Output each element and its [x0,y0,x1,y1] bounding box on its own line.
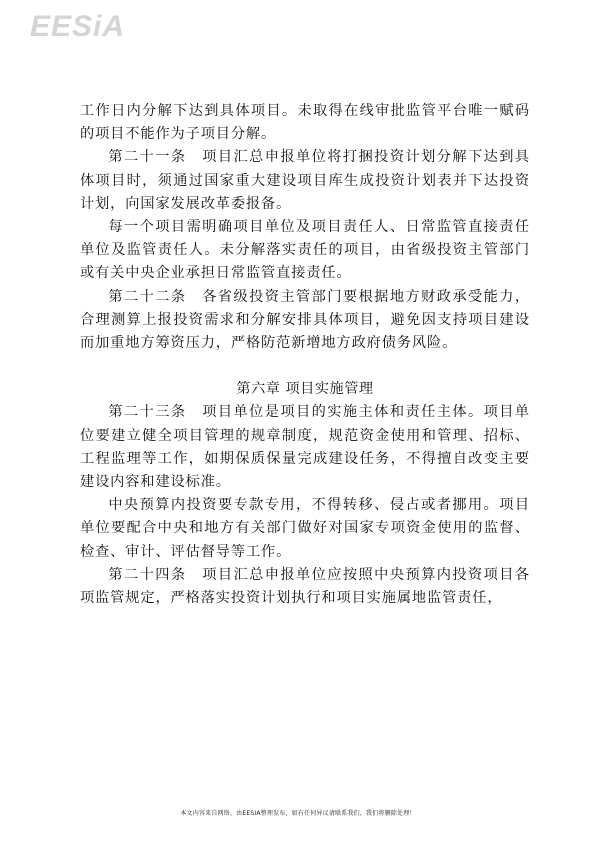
paragraph: 工作日内分解下达到具体项目。未取得在线审批监管平台唯一赋码的项目不能作为子项目分解。 [80,103,530,143]
footer-disclaimer: 本文内容来自网络，由EESIA整理发布，如有任何异议请联系我们，我们将删除处理！ [180,810,416,817]
chapter-heading: 第六章 项目实施管理 [236,381,374,398]
paragraph: 第二十一条 项目汇总申报单位将打捆投资计划分解下达到具体项目时，须通过国家重大建设项目库生成投资计划表并下达投资计划，向国家发展改革委报备。 [80,149,530,212]
document-body [80,100,530,610]
paragraph: 中央预算内投资要专款专用，不得转移、侵占或者挪用。项目单位要配合中央和地方有关部门做好对国家专项资金使用的监督、检查、审计、评估督导等工作。 [80,497,530,560]
eesia-logo: EESiA [30,10,126,43]
paragraph: 第二十三条 项目单位是项目的实施主体和责任主体。项目单位要建立健全项目管理的规章制度，规范资金使用和管理、招标、工程监理等工作，如期保质保量完成建设任务，不得擅自改变主要建设内容和建设标准。 [80,404,530,491]
paragraph: 每一个项目需明确项目单位及项目责任人、日常监管直接责任单位及监管责任人。未分解落实责任的项目，由省级投资主管部门或有关中央企业承担日常监管直接责任。 [80,219,530,282]
paragraph: 第二十四条 项目汇总申报单位应按照中央预算内投资项目各项监管规定，严格落实投资计划执行和项目实施属地监管责任， [80,566,530,607]
paragraph: 第二十二条 各省级投资主管部门要根据地方财政承受能力，合理测算上报投资需求和分解安排具体项目，避免因支持项目建设而加重地方筹资压力，严格防范新增地方政府债务风险。 [80,288,530,352]
